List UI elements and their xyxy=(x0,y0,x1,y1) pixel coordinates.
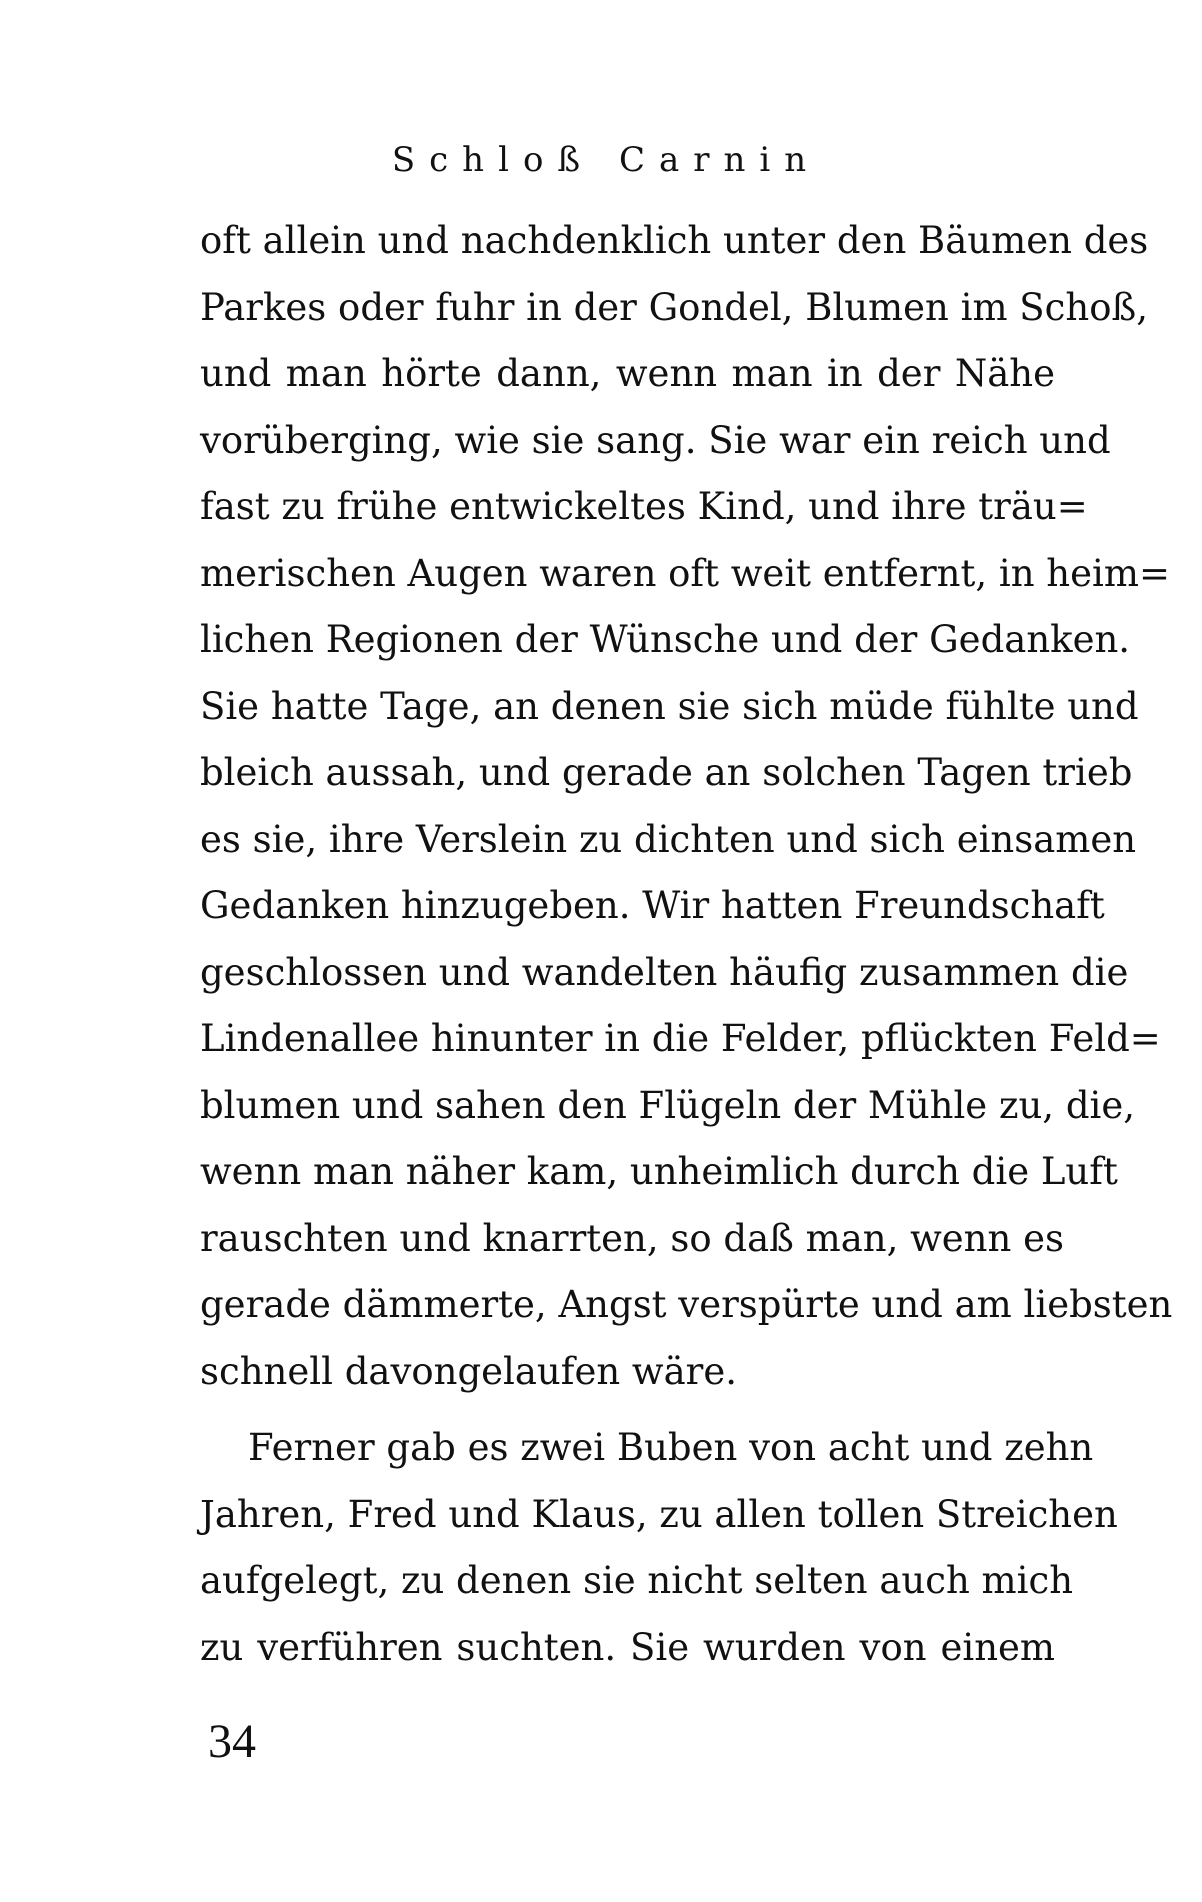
text-line: rauschten und knarrten, so daß man, wenn es xyxy=(200,1216,1064,1260)
text-line: Gedanken hinzugeben. Wir hatten Freundschaft xyxy=(200,884,1105,927)
text-line: und man hörte dann, wenn man in der Nähe xyxy=(200,352,1055,395)
text-line: Ferner gab es zwei Buben von acht und zehn xyxy=(248,1426,1094,1469)
text-line: bleich aussah, und gerade an solchen Tagen trieb xyxy=(200,751,1133,794)
text-line: oft allein und nachdenklich unter den Bäumen des xyxy=(200,219,1149,262)
text-line: vorüberging, wie sie sang. Sie war ein reich und xyxy=(200,418,1111,462)
text-line: schnell davongelaufen wäre. xyxy=(200,1349,738,1393)
paragraph-1 xyxy=(200,208,1173,1405)
body-text xyxy=(200,208,1173,1681)
paragraph-2 xyxy=(200,1415,1118,1681)
paragraph-gap xyxy=(200,1405,1055,1415)
text-line: Jahren, Fred und Klaus, zu allen tollen Streichen xyxy=(200,1492,1118,1536)
text-line: aufgelegt, zu denen sie nicht selten auch mich xyxy=(200,1559,1074,1602)
text-line: fast zu frühe entwickeltes Kind, und ihre träu= xyxy=(200,485,1088,528)
text-line: geschlossen und wandelten häufig zusammen die xyxy=(200,950,1129,994)
text-line: Sie hatte Tage, an denen sie sich müde fühlte und xyxy=(200,684,1139,728)
text-line: wenn man näher kam, unheimlich durch die Luft xyxy=(200,1150,1118,1193)
text-line: lichen Regionen der Wünsche und der Gedanken. xyxy=(200,618,1131,661)
text-line: zu verführen suchten. Sie wurden von einem xyxy=(200,1625,1055,1669)
text-line: gerade dämmerte, Angst verspürte und am liebsten xyxy=(200,1283,1173,1326)
text-line: blumen und sahen den Flügeln der Mühle zu, die, xyxy=(200,1083,1135,1127)
page-number: 34 xyxy=(208,1715,256,1768)
text-line: Parkes oder fuhr in der Gondel, Blumen im Schoß, xyxy=(200,285,1148,329)
text-line: merischen Augen waren oft weit entfernt, in heim= xyxy=(200,551,1170,595)
text-line: es sie, ihre Verslein zu dichten und sich einsamen xyxy=(200,817,1137,861)
text-line: Lindenallee hinunter in die Felder, pflückten Feld= xyxy=(200,1017,1161,1060)
running-head: Schloß Carnin xyxy=(391,140,821,180)
